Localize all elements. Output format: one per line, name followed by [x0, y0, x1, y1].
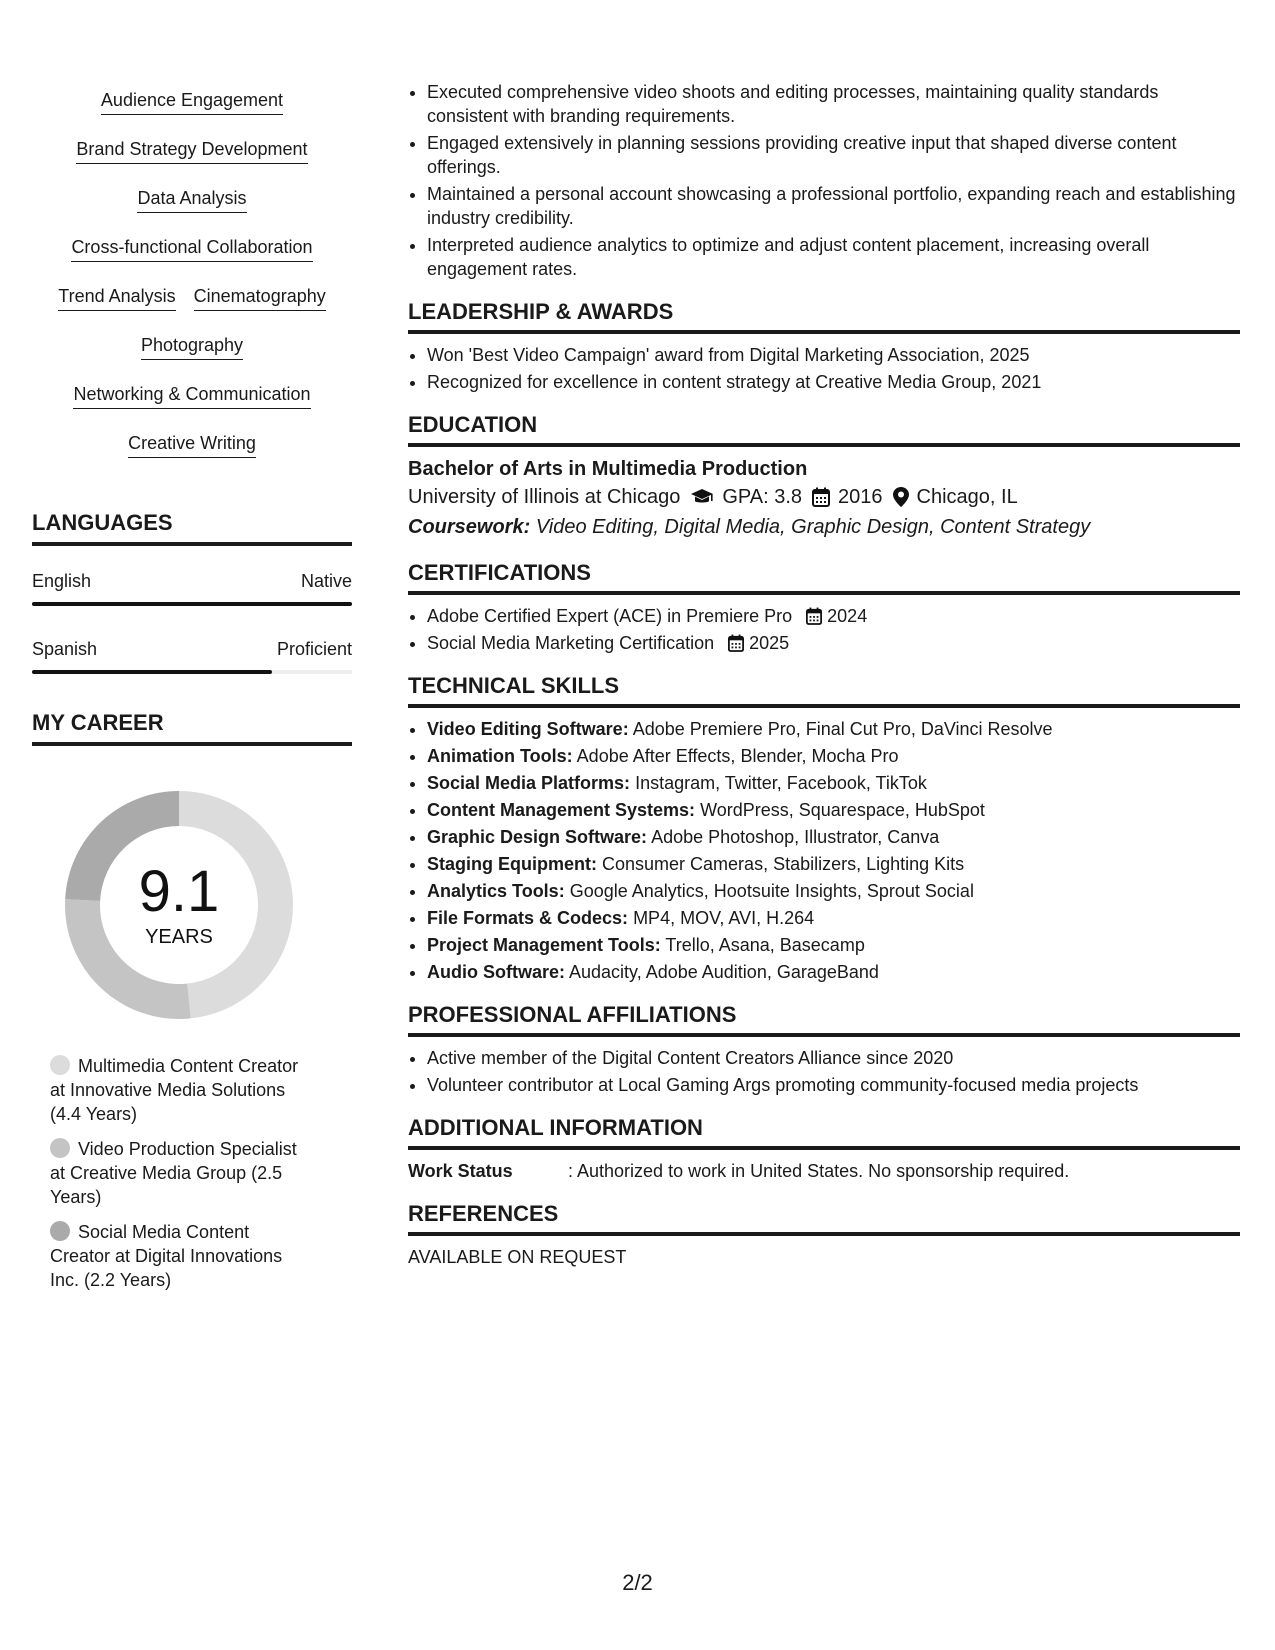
career-donut-chart — [64, 790, 294, 1020]
education-school: University of Illinois at Chicago — [408, 486, 681, 508]
skill-tag: Creative Writing — [128, 432, 256, 458]
coursework-label: Coursework: — [408, 516, 531, 538]
education-year: 2016 — [838, 486, 883, 508]
technical-skill-item — [427, 744, 1240, 768]
work-status-label: Work Status — [408, 1161, 513, 1181]
affiliations-heading: PROFESSIONAL AFFILIATIONS — [408, 1002, 1240, 1037]
skill-category: Graphic Design Software: — [427, 827, 648, 847]
calendar-icon — [806, 607, 822, 625]
language-row — [32, 570, 352, 592]
skill-values: Trello, Asana, Basecamp — [665, 935, 865, 955]
references-text: AVAILABLE ON REQUEST — [408, 1247, 627, 1267]
languages-heading: LANGUAGES — [32, 510, 352, 546]
legend-dot-icon — [50, 1221, 70, 1241]
skill-tag: Cross-functional Collaboration — [71, 236, 312, 262]
experience-bullet: • Interpreted audience analytics to optimize and adjust content placement, increasing overall engagement rates. — [427, 233, 1240, 281]
career-role-label: Social Media Content Creator at Digital Innovations Inc. (2.2 Years) — [50, 1222, 283, 1290]
certification-year: 2025 — [749, 633, 790, 653]
technical-skill-item — [427, 879, 1240, 903]
technical-skill-item — [427, 825, 1240, 849]
technical-skill-item — [427, 906, 1240, 930]
additional-info-heading: ADDITIONAL INFORMATION — [408, 1115, 1240, 1150]
skill-tags — [32, 80, 352, 472]
career-legend-item — [50, 1054, 302, 1126]
skill-category: Audio Software: — [427, 962, 565, 982]
calendar-icon — [728, 634, 744, 652]
skill-values: MP4, MOV, AVI, H.264 — [633, 908, 815, 928]
work-status-value: : Authorized to work in United States. No sponsorship required. — [568, 1161, 1070, 1181]
skill-tag: Audience Engagement — [101, 89, 283, 115]
language-proficiency-bar — [32, 602, 352, 606]
experience-bullet: • Maintained a personal account showcasing a professional portfolio, expanding reach and establishing industry credibility. — [427, 182, 1240, 230]
certification-name: • Adobe Certified Expert (ACE) in Premiere Pro — [427, 606, 793, 626]
technical-skill-item — [427, 771, 1240, 795]
certification-item — [427, 631, 1240, 655]
career-legend-item — [50, 1137, 302, 1209]
skill-tag: Trend Analysis — [58, 285, 175, 311]
languages-list — [32, 570, 352, 674]
skill-tag: Cinematography — [194, 285, 326, 311]
skill-category: Animation Tools: — [427, 746, 573, 766]
technical-skills-list — [408, 717, 1240, 984]
work-status-row — [408, 1159, 1240, 1183]
sidebar — [32, 80, 352, 1303]
skill-values: Consumer Cameras, Stabilizers, Lighting Kits — [602, 854, 965, 874]
education-location: Chicago, IL — [916, 486, 1018, 508]
language-proficiency-fill — [32, 670, 272, 674]
skill-category: Project Management Tools: — [427, 935, 661, 955]
education-coursework — [408, 512, 1240, 542]
experience-bullet: • Engaged extensively in planning sessions providing creative input that shaped diverse content offerings. — [427, 131, 1240, 179]
language-proficiency-fill — [32, 602, 352, 606]
skill-category: Video Editing Software: — [427, 719, 629, 739]
education-details — [408, 482, 1240, 512]
calendar-icon — [812, 487, 830, 507]
page-number: 2/2 — [622, 1570, 653, 1595]
skill-category: Analytics Tools: — [427, 881, 565, 901]
experience-bullet: • Executed comprehensive video shoots and editing processes, maintaining quality standards consistent with branding requirements. — [427, 80, 1240, 128]
skill-values: Audacity, Adobe Audition, GarageBand — [569, 962, 879, 982]
career-legend-item — [50, 1220, 302, 1292]
skill-tag: Photography — [141, 334, 243, 360]
certifications-heading: CERTIFICATIONS — [408, 560, 1240, 595]
leadership-item: • Recognized for excellence in content strategy at Creative Media Group, 2021 — [427, 370, 1240, 394]
career-total-years: 9.1 — [138, 859, 220, 924]
technical-skill-item — [427, 933, 1240, 957]
education-degree: Bachelor of Arts in Multimedia Production — [408, 458, 808, 480]
affiliations-list — [408, 1046, 1240, 1097]
technical-skill-item — [427, 852, 1240, 876]
language-row — [32, 638, 352, 660]
skill-values: Google Analytics, Hootsuite Insights, Sprout Social — [569, 881, 974, 901]
technical-skill-item — [427, 798, 1240, 822]
language-level: Proficient — [276, 639, 352, 659]
skill-category: File Formats & Codecs: — [427, 908, 629, 928]
skill-values: WordPress, Squarespace, HubSpot — [700, 800, 985, 820]
affiliation-item: • Volunteer contributor at Local Gaming Args promoting community-focused media projects — [427, 1073, 1240, 1097]
certification-year: 2024 — [827, 606, 868, 626]
certification-item — [427, 604, 1240, 628]
skill-values: Adobe Premiere Pro, Final Cut Pro, DaVinci Resolve — [632, 719, 1053, 739]
skill-category: Social Media Platforms: — [427, 773, 631, 793]
language-level: Native — [300, 571, 352, 591]
main-content — [408, 80, 1240, 1269]
leadership-heading: LEADERSHIP & AWARDS — [408, 299, 1240, 334]
references-heading: REFERENCES — [408, 1201, 1240, 1236]
legend-dot-icon — [50, 1055, 70, 1075]
skill-values: Adobe Photoshop, Illustrator, Canva — [651, 827, 940, 847]
skill-values: Adobe After Effects, Blender, Mocha Pro — [576, 746, 899, 766]
career-total-unit: YEARS — [145, 926, 213, 948]
technical-skill-item — [427, 960, 1240, 984]
education-heading: EDUCATION — [408, 412, 1240, 447]
skill-tag: Data Analysis — [137, 187, 246, 213]
career-heading: MY CAREER — [32, 710, 352, 746]
affiliation-item: • Active member of the Digital Content Creators Alliance since 2020 — [427, 1046, 1240, 1070]
certifications-list — [408, 604, 1240, 655]
education-gpa: GPA: 3.8 — [722, 486, 803, 508]
career-legend — [32, 1054, 302, 1292]
language-name: Spanish — [32, 639, 98, 659]
technical-skills-heading: TECHNICAL SKILLS — [408, 673, 1240, 708]
legend-dot-icon — [50, 1138, 70, 1158]
career-role-label: Multimedia Content Creator at Innovative Media Solutions (4.4 Years) — [50, 1056, 299, 1124]
skill-category: Content Management Systems: — [427, 800, 696, 820]
skill-values: Instagram, Twitter, Facebook, TikTok — [635, 773, 927, 793]
technical-skill-item — [427, 717, 1240, 741]
skill-tag: Brand Strategy Development — [76, 138, 307, 164]
leadership-item: • Won 'Best Video Campaign' award from Digital Marketing Association, 2025 — [427, 343, 1240, 367]
certification-name: • Social Media Marketing Certification — [427, 633, 715, 653]
language-proficiency-bar — [32, 670, 352, 674]
location-pin-icon — [893, 487, 909, 507]
language-name: English — [32, 571, 92, 591]
coursework-list: Video Editing, Digital Media, Graphic Design, Content Strategy — [535, 516, 1091, 538]
career-role-label: Video Production Specialist at Creative Media Group (2.5 Years) — [50, 1139, 297, 1207]
skill-category: Staging Equipment: — [427, 854, 597, 874]
skill-tag: Networking & Communication — [73, 383, 310, 409]
graduation-cap-icon — [690, 487, 714, 507]
leadership-list — [408, 343, 1240, 394]
experience-bullets — [408, 80, 1240, 281]
